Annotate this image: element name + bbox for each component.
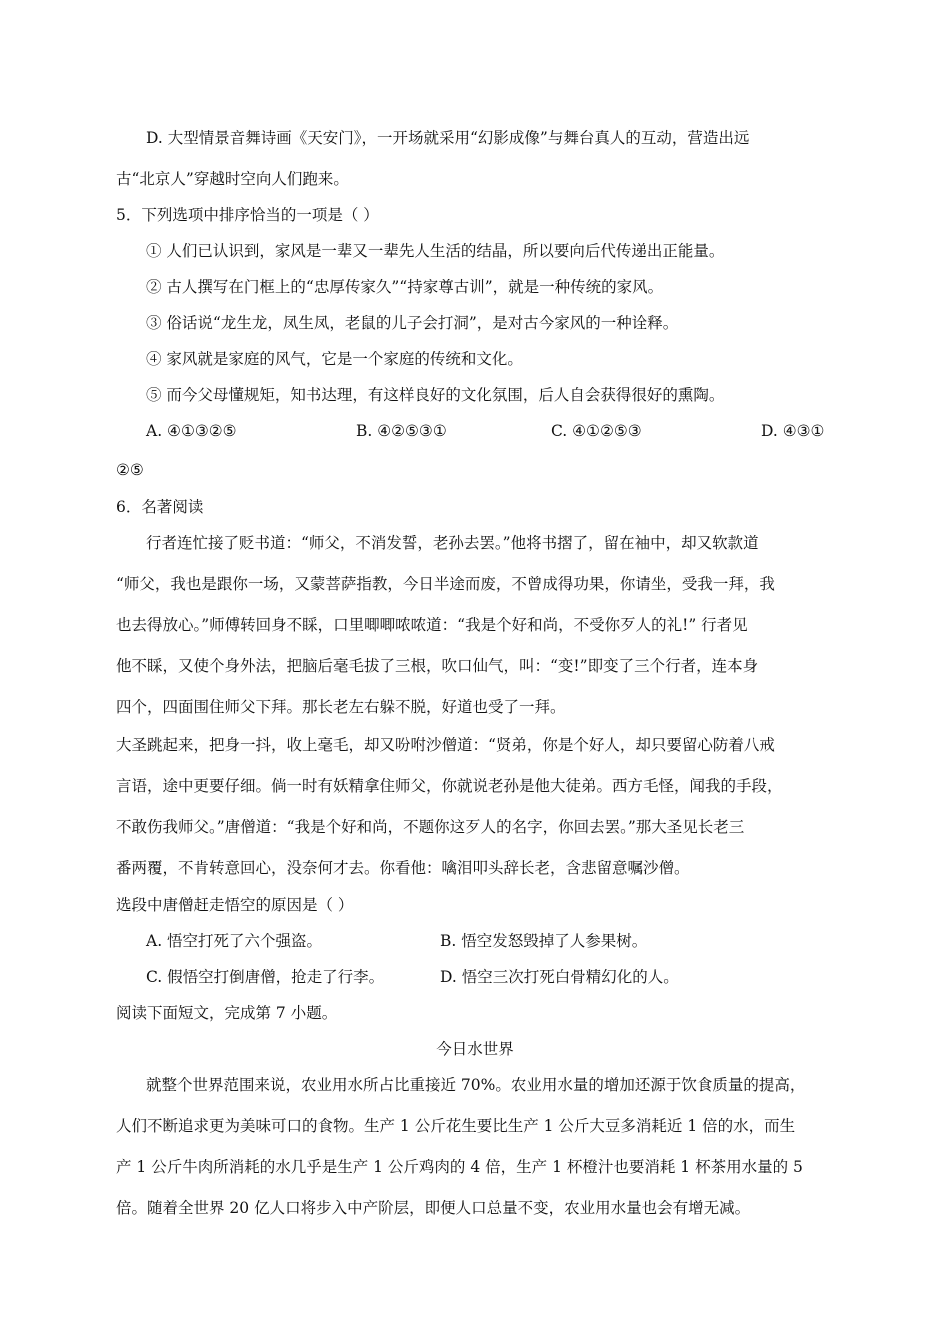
q6-passage-line: “师父，我也是跟你一场，又蒙菩萨指教，今日半途而废，不曾成得功果，你请坐，受我一拜，我: [116, 575, 775, 593]
q5-sentence-4: ④ 家风就是家庭的风气，它是一个家庭的传统和文化。: [146, 350, 523, 368]
q6-passage-line: 言语，途中更要仔细。倘一时有妖精拿住师父，你就说老孙是他大徒弟。西方毛怪，闻我的手段，: [116, 777, 783, 795]
q5-option-d: D. ④③①: [761, 422, 825, 440]
passage-title: 今日水世界: [436, 1040, 514, 1058]
q5-sentence-3: ③ 俗话说“龙生龙，凤生凤，老鼠的儿子会打洞”，是对古今家风的一种诠释。: [146, 314, 679, 332]
q6-passage-line: 番两覆，不肯转意回心，没奈何才去。你看他：噙泪叩头辞长老，含悲留意嘱沙僧。: [116, 859, 690, 877]
q6-passage-line: 四个，四面围住师父下拜。那长老左右躲不脱，好道也受了一拜。: [116, 698, 566, 716]
q7-passage-line: 就整个世界范围来说，农业用水所占比重接近 70%。农业用水量的增加还源于饮食质量的提高，: [146, 1076, 806, 1094]
q5-option-a: A. ④①③②⑤: [146, 422, 237, 440]
q6-option-b: B. 悟空发怒毁掉了人参果树。: [440, 932, 648, 950]
q5-sentence-5: ⑤ 而今父母懂规矩，知书达理，有这样良好的文化氛围，后人自会获得很好的熏陶。: [146, 386, 725, 404]
q6-option-c: C. 假悟空打倒唐僧，抢走了行李。: [146, 968, 385, 986]
q5-sentence-1: ① 人们已认识到，家风是一辈又一辈先人生活的结晶，所以要向后代传递出正能量。: [146, 242, 725, 260]
q6-option-d: D. 悟空三次打死白骨精幻化的人。: [440, 968, 679, 986]
q7-passage-line: 人们不断追求更为美味可口的食物。生产 1 公斤花生要比生产 1 公斤大豆多消耗近 1 倍的水，而生: [116, 1117, 796, 1135]
q6-heading: 6．名著阅读: [116, 498, 204, 516]
q5-stem: 5．下列选项中排序恰当的一项是（ ）: [116, 206, 379, 224]
q6-passage-line: 行者连忙接了贬书道：“师父，不消发誓，老孙去罢。”他将书摺了，留在袖中，却又软款道: [146, 534, 759, 552]
q6-passage-line: 不敢伤我师父。”唐僧道：“我是个好和尚，不题你这歹人的名字，你回去罢。”那大圣见长老三: [116, 818, 745, 836]
q4-option-d-line2: 古“北京人”穿越时空向人们跑来。: [116, 170, 349, 188]
q5-option-d-wrap: ②⑤: [116, 461, 144, 479]
q5-option-c: C. ④①②⑤③: [551, 422, 642, 440]
q4-option-d-line1: D. 大型情景音舞诗画《天安门》，一开场就采用“幻影成像”与舞台真人的互动，营造出远: [146, 129, 750, 147]
q6-option-a: A. 悟空打死了六个强盗。: [146, 932, 323, 950]
q5-sentence-2: ② 古人撰写在门框上的“忠厚传家久”“持家尊古训”，就是一种传统的家风。: [146, 278, 664, 296]
q6-passage-line: 也去得放心。”师傅转回身不睬，口里唧唧哝哝道：“我是个好和尚，不受你歹人的礼!” 行者见: [116, 616, 748, 634]
q7-passage-line: 产 1 公斤牛肉所消耗的水几乎是生产 1 公斤鸡肉的 4 倍，生产 1 杯橙汁也要消耗 1 杯茶用水量的 5: [116, 1158, 803, 1176]
q7-passage-line: 倍。随着全世界 20 亿人口将步入中产阶层，即便人口总量不变，农业用水量也会有增无减。: [116, 1199, 751, 1217]
q6-stem: 选段中唐僧赶走悟空的原因是（ ）: [116, 896, 354, 914]
q6-passage-line: 他不睬，又使个身外法，把脑后毫毛拔了三根，吹口仙气，叫：“变!”即变了三个行者，连本身: [116, 657, 759, 675]
q5-option-b: B. ④②⑤③①: [356, 422, 447, 440]
q6-passage-line: 大圣跳起来，把身一抖，收上毫毛，却又吩咐沙僧道：“贤弟，你是个好人，却只要留心防着八戒: [116, 736, 775, 754]
q7-intro: 阅读下面短文，完成第 7 小题。: [116, 1004, 338, 1022]
